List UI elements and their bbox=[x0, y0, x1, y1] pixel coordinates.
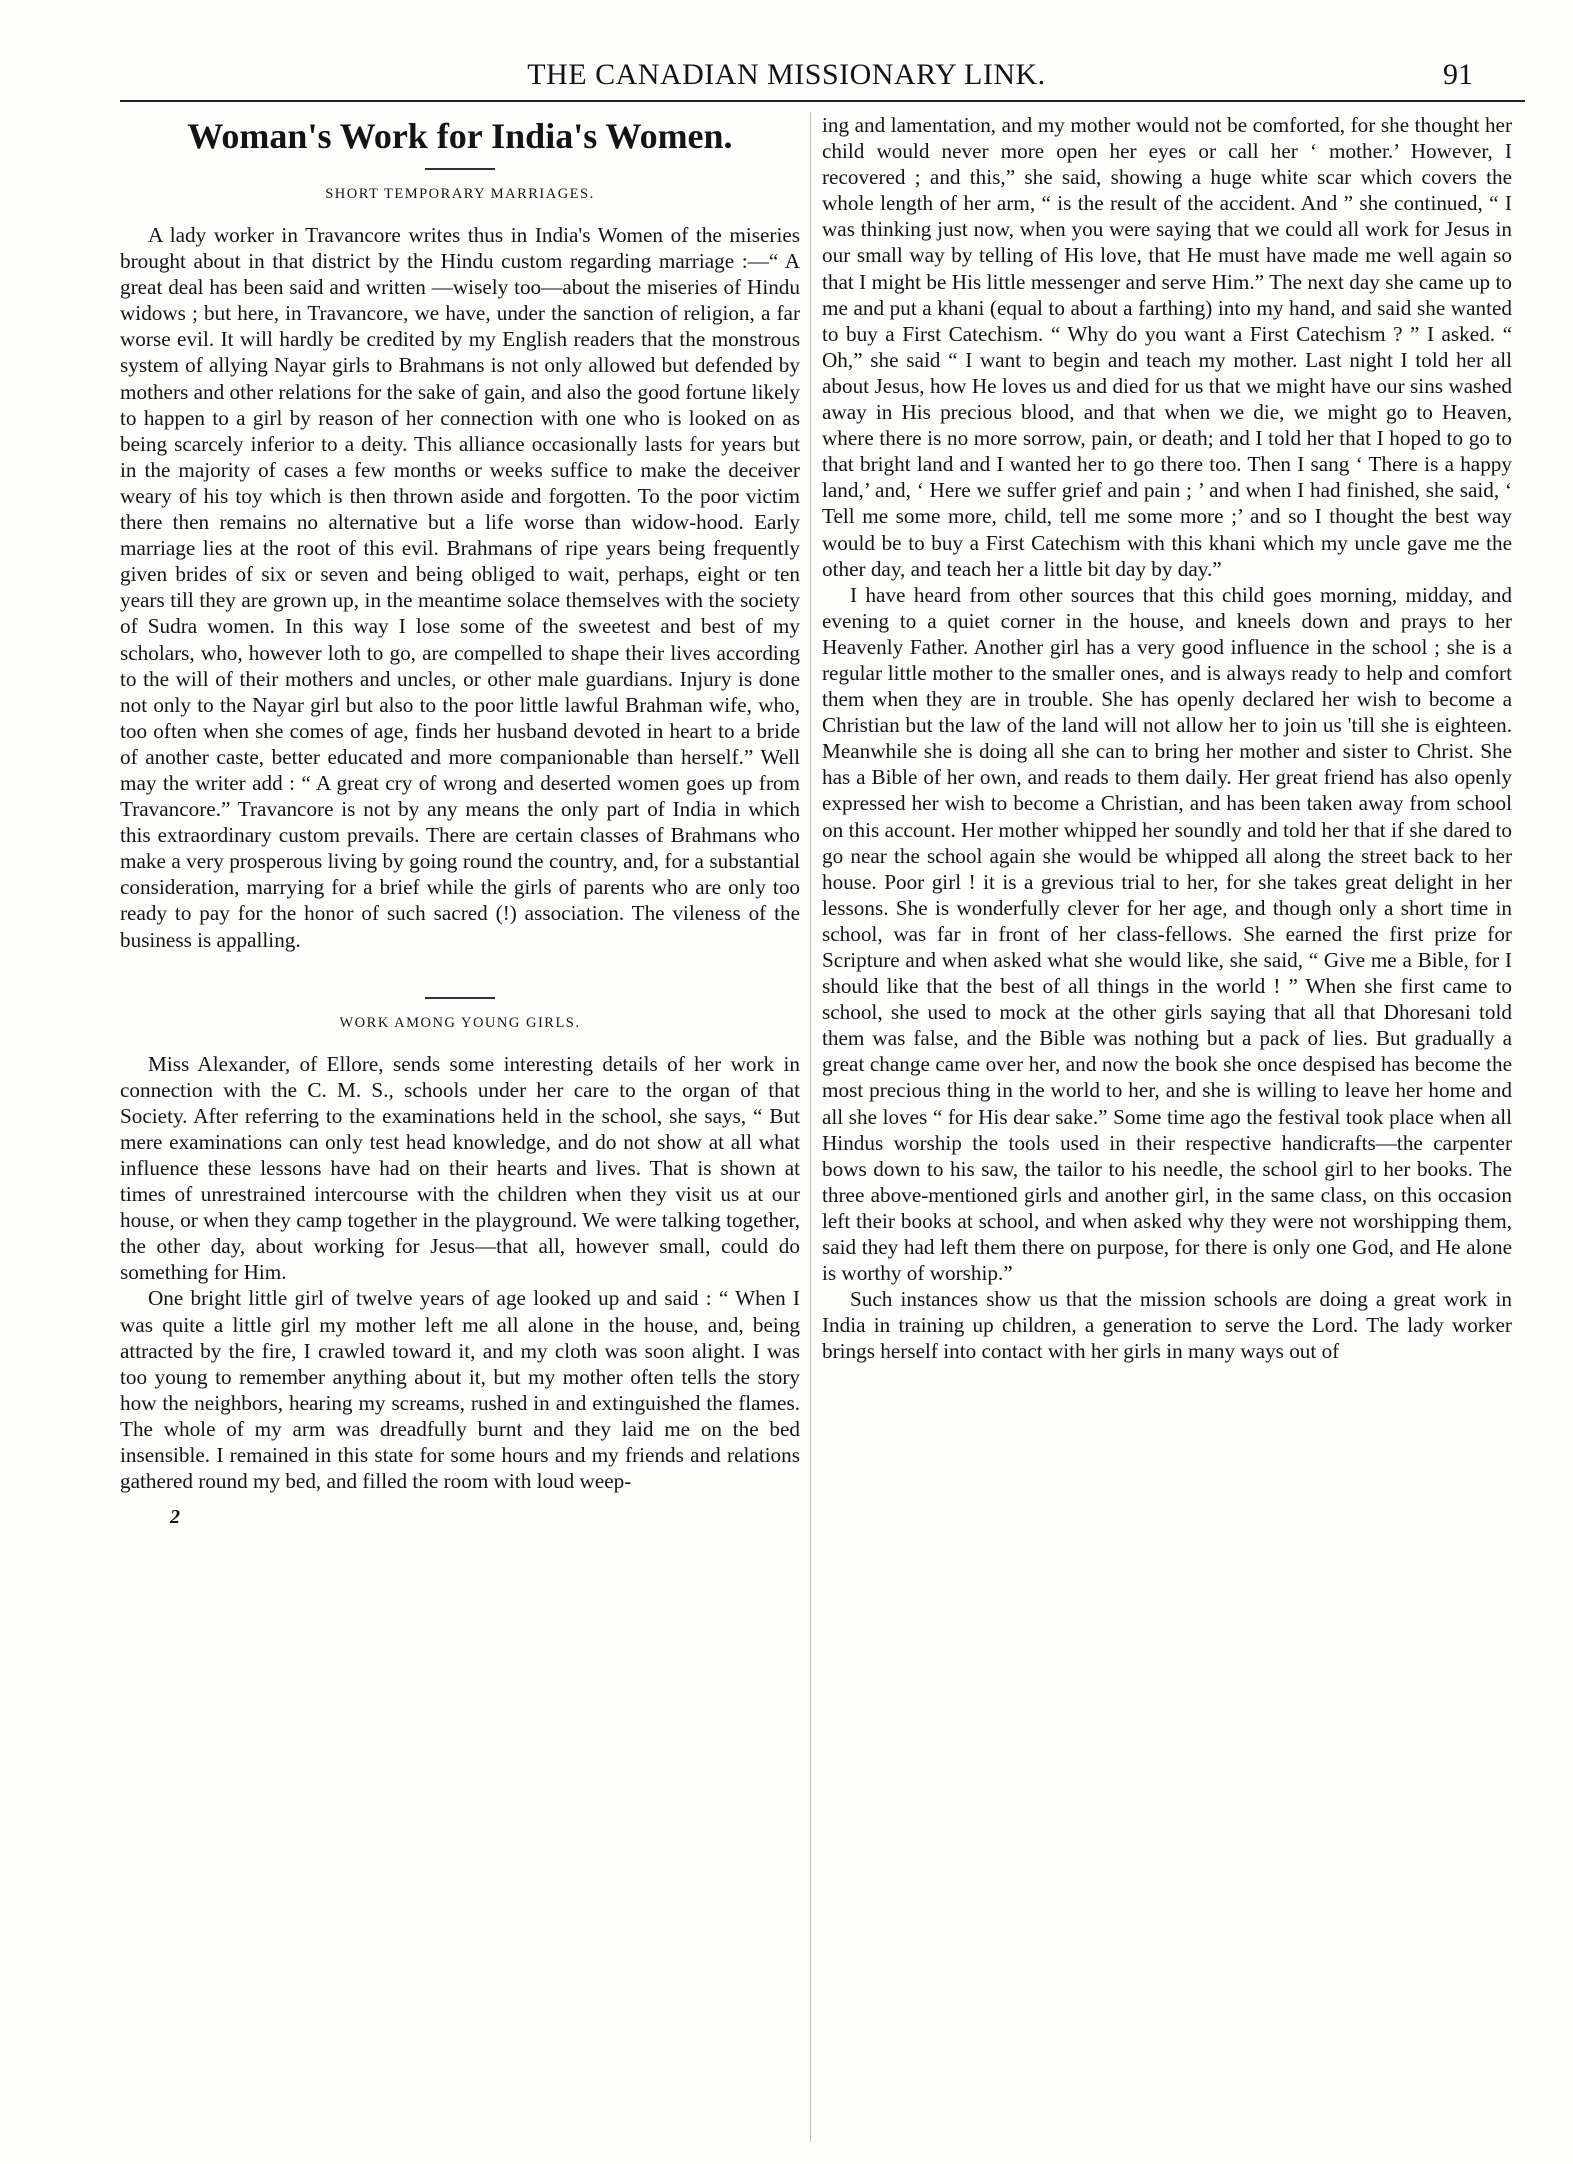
left-column bbox=[120, 112, 800, 1530]
paragraph: ing and lamentation, and my mother would not be comforted, for she thought her child would never more open her eyes or call her ‘ mother.’ However, I recovered ; and this,” she said, showing a huge white scar which covers the whole length of her arm, “ is the result of the accident. And ” she continued, “ I was thinking just now, when you were saying that we could all work for Jesus in our small way by telling of His love, that He must have made me well again so that I might be His little messenger and serve Him.” The next day she came up to me and put a khani (equal to about a farthing) into my hand, and said she wanted to buy a First Catechism. “ Why do you want a First Catechism ? ” I asked. “ Oh,” she said “ I want to begin and teach my mother. Last night I told her all about Jesus, how He loves us and died for us that we might have our sins washed away in His precious blood, and that when we die, we might go to Heaven, where there is no more sorrow, pain, or death; and I told her that I hoped to go to that bright land and I wanted her to go there too. Then I sang ‘ There is a happy land,’ and, ‘ Here we suffer grief and pain ; ’ and when I had finished, she said, ‘ Tell me some more, child, tell me some more ;’ and so I thought the best way would be to buy a First Catechism with this khani which my uncle gave me the other day, and teach her a little bit day by day.” bbox=[822, 113, 1512, 581]
paragraph: One bright little girl of twelve years of age looked up and said : “ When I was quite a little girl my mother left me all alone in the house, and, being attracted by the fire, I crawled toward it, and my cloth was soon alight. I was too young to remember anything about it, but my mother often tells the story how the neighbors, hearing my screams, rushed in and extinguished the flames. The whole of my arm was dreadfully burnt and they laid me on the bed insensible. I remained in this state for some hours and my friends and relations gathered round my bed, and filled the room with loud weep- bbox=[120, 1286, 800, 1494]
section-gap bbox=[120, 953, 800, 989]
section-heading-temporary-marriages: SHORT TEMPORARY MARRIAGES. bbox=[325, 186, 595, 202]
paragraph: Such instances show us that the mission schools are doing a great work in India in training up children, a generation to serve the Lord. The lady worker brings herself into contact with her girls in many ways out of bbox=[822, 1287, 1512, 1364]
header-rule bbox=[120, 100, 1525, 102]
running-head bbox=[0, 58, 1573, 98]
page-number: 91 bbox=[1443, 58, 1473, 91]
signature-mark: 2 bbox=[170, 1506, 180, 1529]
paragraph: I have heard from other sources that this child goes morning, midday, and evening to a quiet corner in the house, and kneels down and prays to her Heavenly Father. Another girl has a very good influence in the school ; she is a regular little mother to the smaller ones, and is always ready to help and comfort them when they are in trouble. She has openly declared her wish to become a Christian but the law of the land will not allow her to join us 'till she is eighteen. Meanwhile she is doing all she can to bring her mother and sister to Christ. She has a Bible of her own, and reads to them daily. Her great friend has also openly expressed her wish to become a Christian, and has been taken away from school on this account. Her mother whipped her soundly and told her that if she dared to go near the school again she would be whipped all along the street back to her house. Poor girl ! it is a grevious trial to her, for she takes great delight in her lessons. She is wonderfully clever for her age, and though only a short time in school, was far in front of her class-fellows. She earned the first prize for Scripture and when asked what she would like, she said, “ Give me a Bible, for I should like that the best of all things in the world ! ” When she first came to school, she used to mock at the other girls saying that all that Dhoresani told them was false, and the Bible was nothing but a pack of lies. But gradually a great change came over her, and now the book she once despised has become the most precious thing in the world to her, and she is willing to leave her home and all she loves “ for His dear sake.” Some time ago the festival took place when all Hindus worship the tools used in their respective handicrafts—the carpenter bows down to his saw, the tailor to his needle, the school girl to her books. The three above-mentioned girls and another girl, in the same class, on this occasion left their books at school, and when asked why they were not worshipping them, said they had left them there on purpose, for there is only one God, and He alone is worthy of worship.” bbox=[822, 582, 1512, 1286]
paragraph: A lady worker in Travancore writes thus in India's Women of the miseries brought about in that district by the Hindu custom regarding marriage :—“ A great deal has been said and written —wisely too—about the miseries of Hindu widows ; but here, in Travancore, we have, under the sanction of religion, a far worse evil. It will hardly be credited by my English readers that the monstrous system of allying Nayar girls to Brahmans is not only allowed but defended by mothers and other relations for the sake of gain, and also the good fortune likely to happen to a girl by reason of her connection with one who is looked on as being scarcely inferior to a deity. This alliance occasionally lasts for years but in the majority of cases a few months or weeks suffice to make the deceiver weary of his toy which is then thrown aside and forgotten. To the poor victim there then remains no alternative but a life worse than widow-hood. Early marriage lies at the root of this evil. Brahmans of ripe years being frequently given brides of six or seven and being obliged to wait, perhaps, eight or ten years till they are grown up, in the meantime solace themselves with the society of Sudra women. In this way I lose some of the sweetest and best of my scholars, who, however loth to go, are compelled to shape their lives according to the will of their mothers and uncles, or other male guardians. Injury is done not only to the Nayar girl but also to the poor little lawful Brahman wife, who, too often when she comes of age, finds her husband devoted in heart to a bride of another caste, better educated and more companionable than herself.” Well may the writer add : “ A great cry of wrong and deserted women goes up from Travancore.” Travancore is not by any means the only part of India in which this extraordinary custom prevails. There are certain classes of Brahmans who make a very prosperous living by going round the country, and, for a substantial consideration, marrying for a brief while the girls of parents who are only too ready to pay for the honor of such sacred (!) association. The vileness of the business is appalling. bbox=[120, 223, 800, 952]
paragraph: Miss Alexander, of Ellore, sends some interesting details of her work in connection with the C. M. S., schools under her care to the organ of that Society. After referring to the examinations held in the school, she says, “ But mere examinations can only test head knowledge, and do not show at all what influence these lessons have had on their hearts and lives. That is shown at times of unrestrained intercourse with the children when they visit us at our house, or when they camp together in the playground. We were talking together, the other day, about working for Jesus—that all, however small, could do something for Him. bbox=[120, 1051, 800, 1285]
section-heading-young-girls: WORK AMONG YOUNG GIRLS. bbox=[339, 1014, 581, 1031]
title-rule bbox=[425, 168, 495, 170]
article-title: Woman's Work for India's Women. bbox=[187, 116, 733, 156]
column-divider bbox=[810, 112, 811, 2142]
journal-title: THE CANADIAN MISSIONARY LINK. bbox=[527, 58, 1046, 91]
right-column bbox=[822, 112, 1512, 1365]
section-rule bbox=[425, 997, 495, 999]
